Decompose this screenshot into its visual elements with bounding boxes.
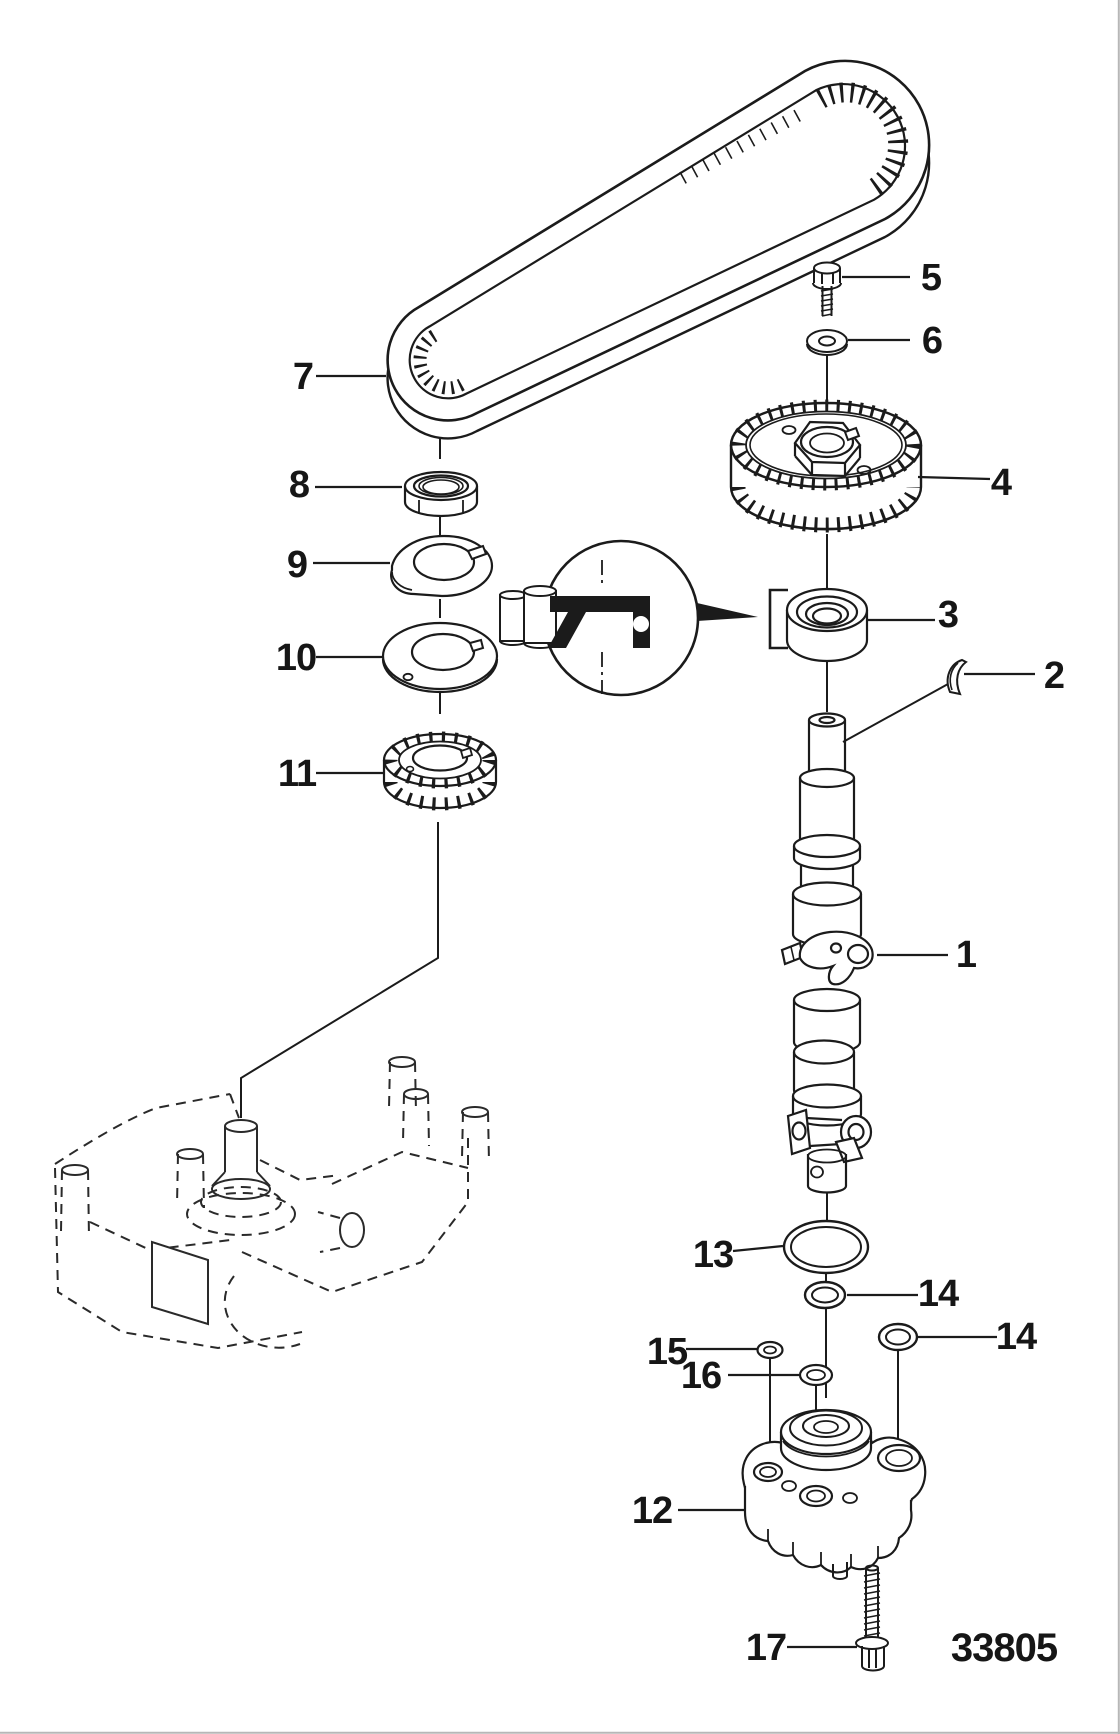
seal-detail-inset [500,541,758,695]
lock-washer [391,536,492,596]
callouts [276,257,1064,1670]
camshaft-pulley [731,403,921,529]
camshaft-bearing [770,589,867,661]
crankshaft-post [152,1120,270,1324]
crankcase-outline [55,1062,489,1348]
callout-7-label: 7 [292,356,314,398]
pump-lug-hole-left [754,1463,782,1481]
callout-6-label: 6 [921,320,943,362]
callout-3-label: 3 [937,594,959,636]
diagram-number: 33805 [950,1626,1058,1670]
callout-13-label: 13 [692,1234,734,1276]
o-ring-large [784,1221,868,1273]
callout-14b-label: 14 [995,1316,1037,1358]
callout-8-label: 8 [288,464,310,506]
crankshaft-sprocket [384,734,496,808]
callout-2 [964,655,1064,697]
callout-1 [877,934,977,976]
callout-4 [918,462,1012,504]
callout-14-second [918,1316,1037,1358]
seal-spring-dot [633,616,649,632]
callout-17-label: 17 [745,1627,787,1669]
camshaft [782,714,873,1193]
washer-15 [758,1342,783,1358]
callout-12-label: 12 [631,1490,673,1532]
crankcase-slot [152,1242,208,1324]
callout-14-first [847,1273,959,1315]
callout-10-label: 10 [275,637,317,679]
callout-3 [866,594,958,636]
seal-14-second [879,1324,917,1350]
callout-16-label: 16 [680,1355,722,1397]
callout-11-label: 11 [277,753,317,795]
inset-arrow [697,603,758,621]
callout-12 [632,1490,745,1532]
callout-8 [289,464,402,506]
callout-7 [293,356,386,398]
callout-13 [693,1234,783,1276]
callout-6 [848,320,942,362]
inset-shaft-cylinders [500,586,556,648]
callout-15-label: 15 [646,1331,688,1373]
callout-16 [681,1355,799,1397]
seal-14-first [805,1282,845,1308]
callout-4-label: 4 [990,462,1012,504]
callout-1-label: 1 [955,934,977,976]
seal-16 [800,1365,832,1385]
camshaft-lower-ears [788,1110,871,1162]
callout-10 [276,637,383,679]
crankcase-phantom [55,1057,489,1348]
woodruff-key [948,660,966,694]
sprocket-bore [413,746,467,771]
washer-notch [470,640,483,651]
bearing-bracket [770,590,788,648]
pump-center-hole [800,1486,832,1506]
callout-9 [287,544,390,586]
pulley-washer [807,330,847,355]
thrust-washer [383,623,497,692]
callout-14a-label: 14 [917,1273,959,1315]
pump-bolt [856,1566,888,1671]
crankcase-studs-tops [62,1057,488,1247]
sprocket-to-crankshaft-leader [241,822,438,1118]
callout-5 [842,257,942,299]
pulley-bolt [813,263,841,317]
key-leader-diagonal [843,684,948,742]
callout-2-label: 2 [1043,655,1065,697]
callout-5-label: 5 [920,257,942,299]
round-nut [405,472,477,516]
timing-belt [388,61,930,439]
callout-11 [278,753,383,795]
callout-9-label: 9 [286,544,308,586]
pump-lug-hole-right [878,1445,920,1471]
callout-17 [746,1627,857,1669]
